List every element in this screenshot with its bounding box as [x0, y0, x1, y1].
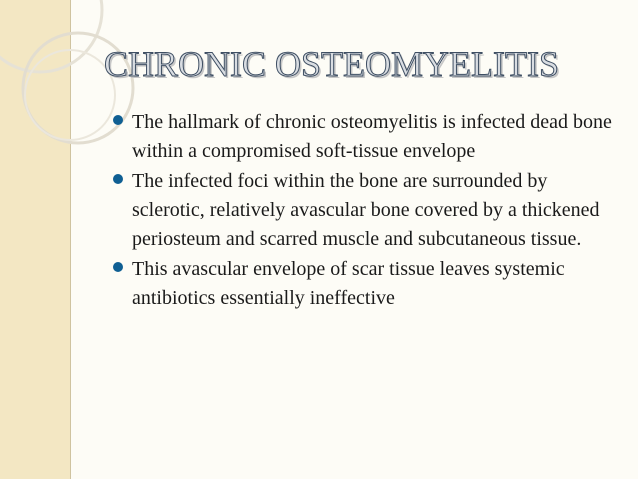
bullet-item: [112, 167, 624, 254]
bullet-dot-icon: [113, 262, 123, 272]
bullet-list: [112, 108, 624, 314]
bullet-dot-icon: [113, 115, 123, 125]
bullet-text: The infected foci within the bone are surrounded by sclerotic, relatively avascular bone covered by a thickened periosteum and scarred muscle and subcutaneous tissue.: [132, 170, 600, 250]
bullet-text: The hallmark of chronic osteomyelitis is infected dead bone within a compromised soft-tissue envelope: [132, 111, 612, 162]
decorative-circle-outer: [0, 0, 102, 72]
slide-title: CHRONIC OSTEOMYELITIS: [104, 44, 559, 84]
bullet-item: [112, 255, 624, 313]
bullet-dot-icon: [113, 174, 123, 184]
bullet-item: [112, 108, 624, 166]
bullet-text: This avascular envelope of scar tissue leaves systemic antibiotics essentially ineffective: [132, 258, 565, 309]
